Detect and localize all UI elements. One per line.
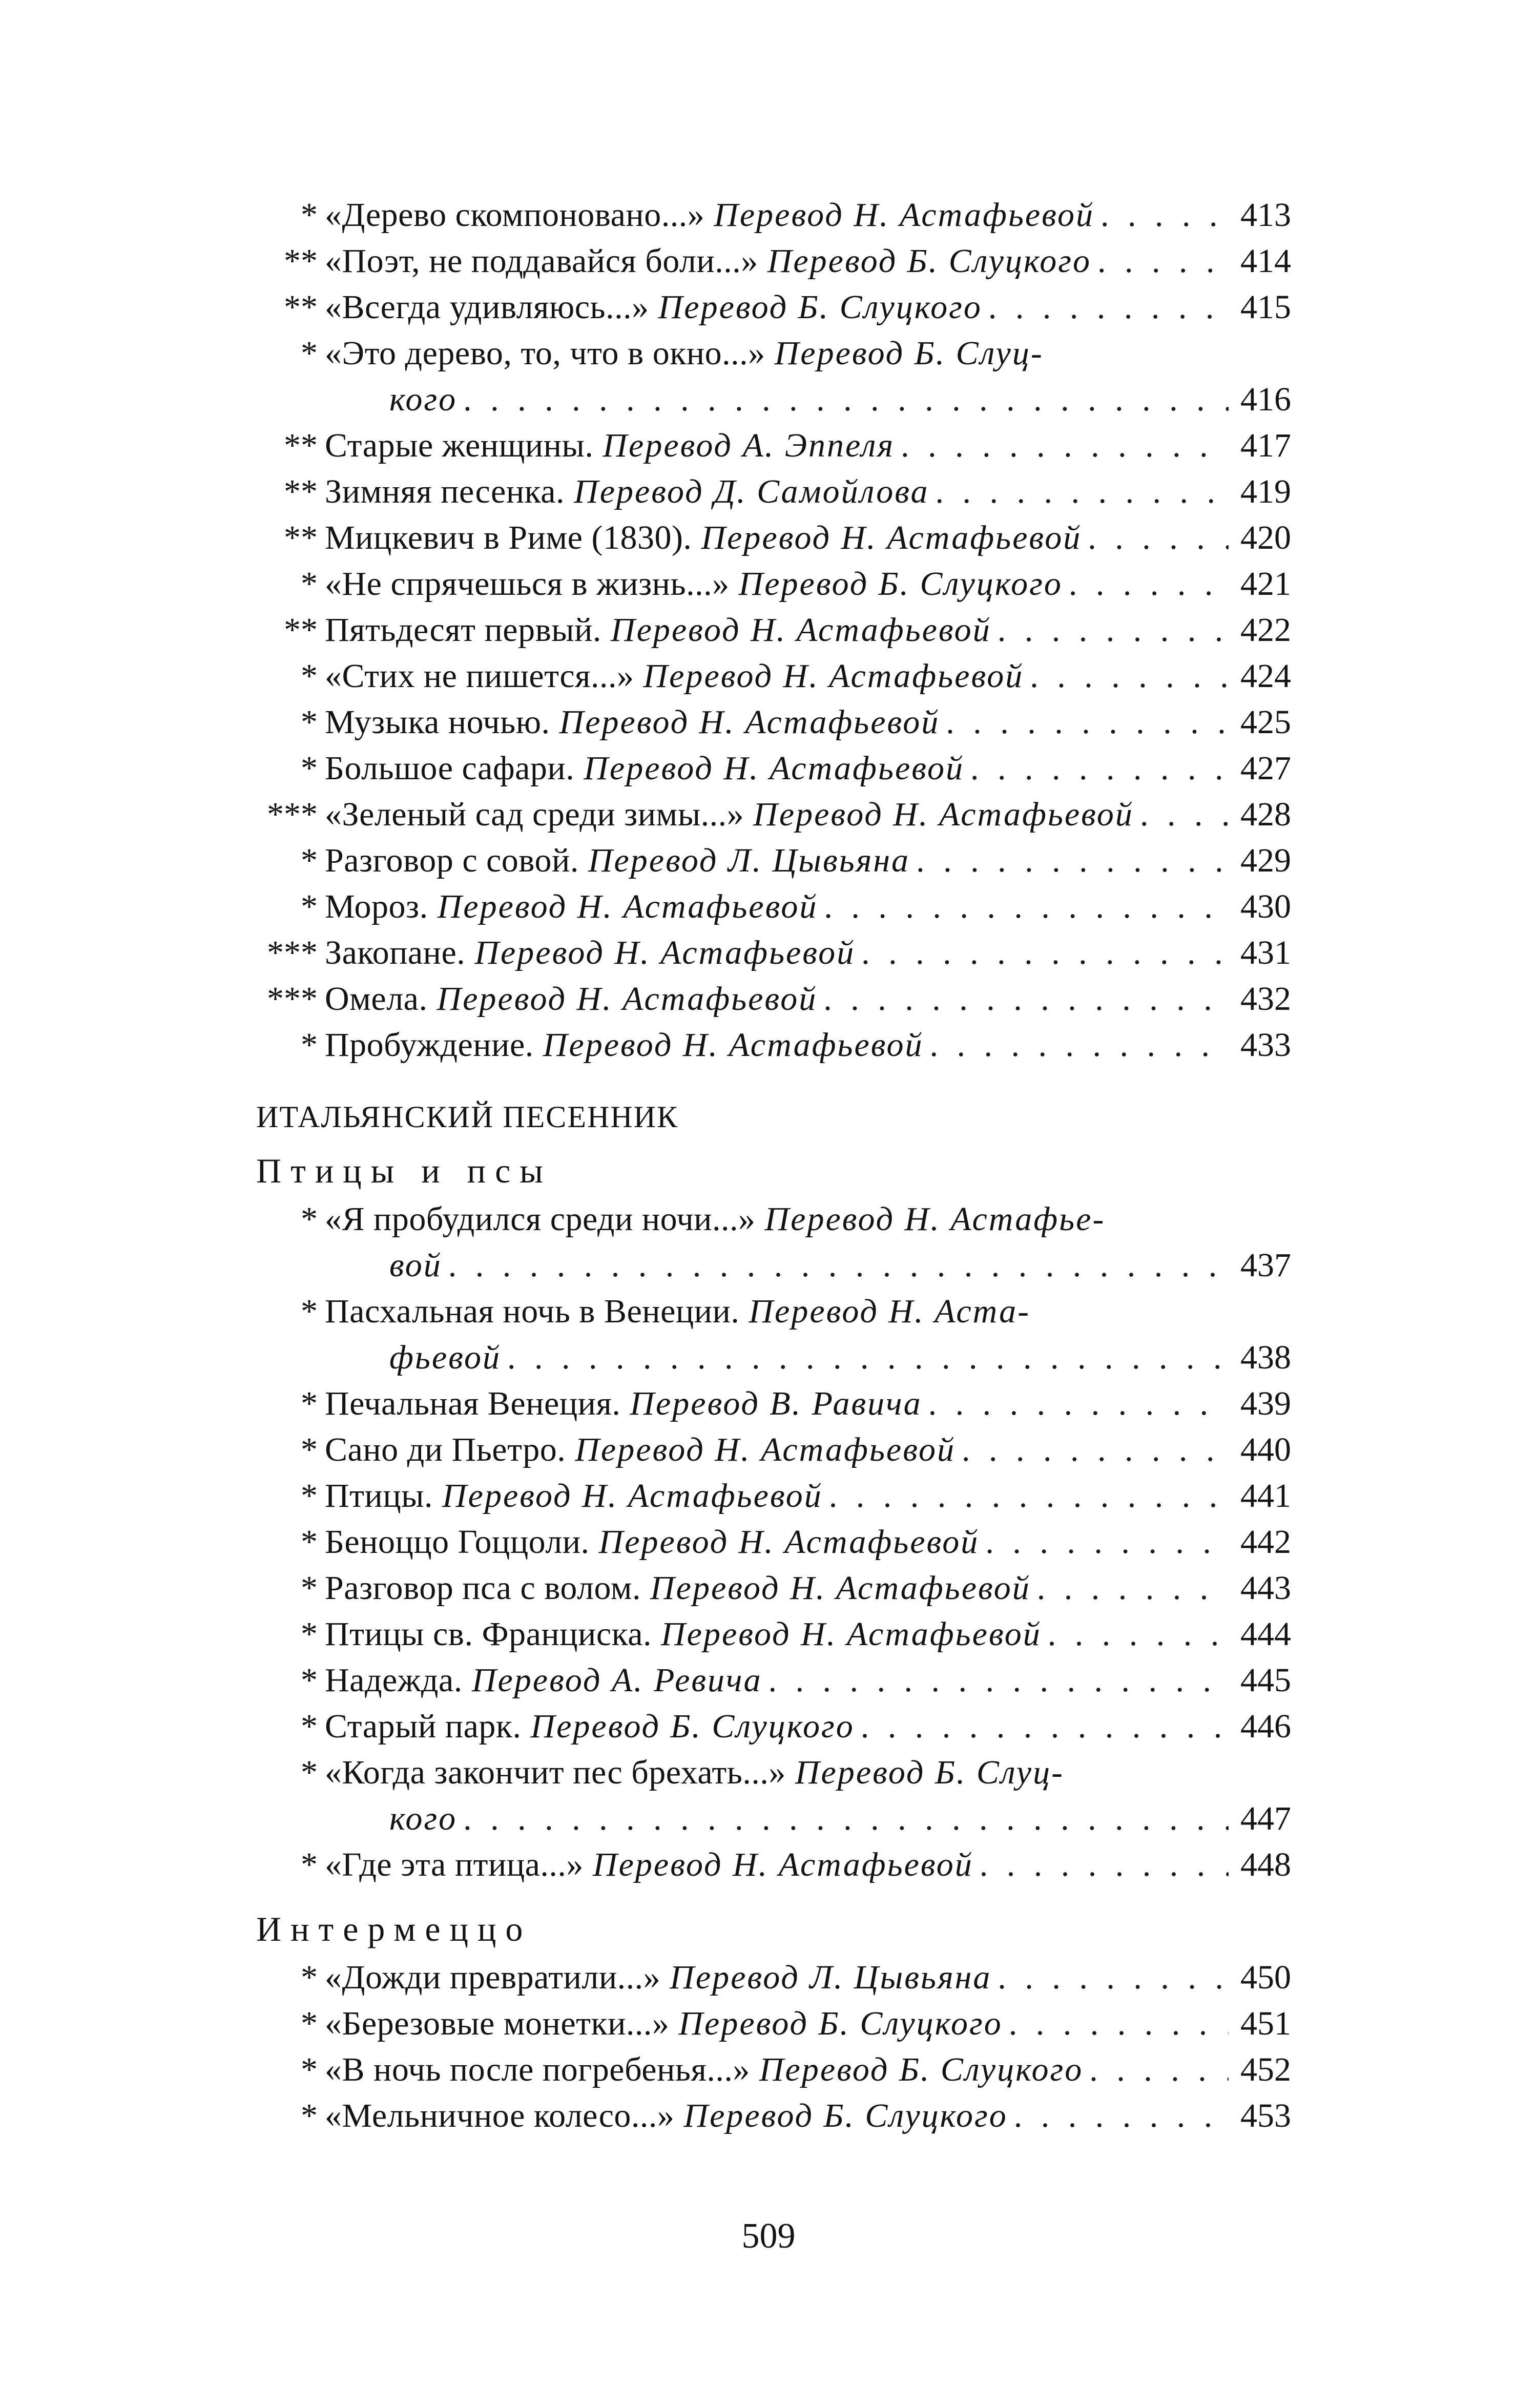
entry-translator: Перевод Л. Цывьяна — [588, 842, 910, 879]
asterisk-mark: * — [301, 1662, 318, 1699]
entry-page-number: 443 — [1240, 1569, 1291, 1607]
asterisk-mark: ** — [284, 519, 318, 556]
toc-entry-line — [256, 1519, 1291, 1565]
entry-page-number: 453 — [1240, 2097, 1291, 2134]
entry-translator: Перевод Д. Самойлова — [574, 473, 929, 510]
entry-page-number: 429 — [1240, 842, 1291, 879]
entry-translator: Перевод Б. Слуцкого — [759, 2051, 1084, 2088]
toc-entry — [256, 284, 1291, 330]
toc-entry — [256, 1611, 1291, 1657]
entry-translator-continued: вой — [389, 1247, 442, 1284]
entry-translator: Перевод Б. Слуцкого — [658, 288, 982, 326]
asterisk-mark: * — [301, 1385, 318, 1422]
toc-entry — [256, 561, 1291, 607]
entry-translator: Перевод Б. Слуц- — [795, 1754, 1065, 1791]
entry-page-number: 417 — [1240, 427, 1291, 464]
dot-leader — [463, 1796, 1229, 1842]
toc-entry-line — [256, 1750, 1291, 1796]
toc-entry — [256, 469, 1291, 515]
dot-leader — [1069, 561, 1229, 607]
toc-entry — [256, 1750, 1291, 1842]
entry-translator: Перевод Н. Астафьевой — [714, 196, 1094, 234]
entry-translator-continued: кого — [389, 381, 458, 418]
entry-title: «Не спрячешься в жизнь...» — [325, 565, 730, 603]
entry-translator: Перевод Б. Слуцкого — [683, 2097, 1008, 2134]
dot-leader — [916, 838, 1229, 884]
entry-page-number: 416 — [1240, 381, 1291, 418]
dot-leader — [1097, 238, 1229, 284]
entry-page-number: 445 — [1240, 1662, 1291, 1699]
asterisk-mark: * — [301, 1431, 318, 1468]
toc-entry — [256, 838, 1291, 884]
toc-entry-line — [256, 976, 1291, 1022]
toc-entry — [256, 884, 1291, 930]
toc-entry-line — [256, 1842, 1291, 1888]
toc-entry — [256, 1657, 1291, 1704]
entry-title: «Это дерево, то, что в окно...» — [325, 335, 765, 372]
entry-translator: Перевод Н. Астафьевой — [474, 934, 856, 971]
entry-title: Разговор с совой. — [325, 842, 579, 879]
toc-entry — [256, 653, 1291, 699]
asterisk-mark: ** — [284, 288, 318, 326]
dot-leader — [1088, 515, 1229, 561]
dot-leader — [988, 284, 1229, 330]
toc-entry-line — [256, 330, 1291, 377]
toc-entry-line — [256, 2001, 1291, 2047]
entry-translator-continued: фьевой — [389, 1339, 501, 1376]
toc-entry — [256, 1704, 1291, 1750]
dot-leader — [448, 1242, 1229, 1289]
entry-page-number: 422 — [1240, 611, 1291, 649]
asterisk-mark: * — [301, 1959, 318, 1996]
toc-entry-line — [256, 1022, 1291, 1068]
toc-entry-line — [256, 2047, 1291, 2093]
dot-leader — [1100, 192, 1229, 238]
subsection-heading: Интермеццо — [256, 1909, 532, 1948]
entry-title: Птицы. — [325, 1477, 433, 1514]
entry-translator: Перевод Н. Астафьевой — [559, 703, 940, 741]
toc-entry-line — [256, 930, 1291, 976]
entry-title: Закопане. — [325, 934, 466, 971]
toc-entry — [256, 1289, 1291, 1381]
toc-entry-line — [256, 838, 1291, 884]
toc-entry — [256, 745, 1291, 792]
toc-entry-line — [256, 884, 1291, 930]
dot-leader — [930, 1022, 1229, 1068]
entry-title: Большое сафари. — [325, 750, 575, 787]
toc-entry-line — [256, 1335, 1291, 1381]
toc-entry-line — [256, 699, 1291, 745]
asterisk-mark: * — [301, 1026, 318, 1064]
toc-entry — [256, 2093, 1291, 2139]
entry-title: Печальная Венеция. — [325, 1385, 621, 1422]
asterisk-mark: * — [301, 1846, 318, 1883]
toc-entry-line — [256, 1289, 1291, 1335]
toc-entry-line — [256, 561, 1291, 607]
entry-title: Разговор пса с волом. — [325, 1569, 641, 1607]
entry-page-number: 421 — [1240, 565, 1291, 603]
toc-part — [0, 1955, 1537, 2139]
entry-page-number: 450 — [1240, 1959, 1291, 1996]
toc-entry — [256, 1427, 1291, 1473]
dot-leader — [507, 1335, 1229, 1381]
entry-translator: Перевод Н. Астафьевой — [437, 888, 818, 925]
entry-title: Мороз. — [325, 888, 428, 925]
toc-entry-line — [256, 607, 1291, 653]
entry-translator: Перевод А. Ревича — [471, 1662, 762, 1699]
entry-translator: Перевод Н. Астафьевой — [442, 1477, 823, 1514]
entry-title: Зимняя песенка. — [325, 473, 565, 510]
toc-entry-line — [256, 284, 1291, 330]
toc-entry — [256, 1381, 1291, 1427]
page-number: 509 — [741, 2216, 796, 2256]
subsection-heading: Птицы и псы — [256, 1151, 552, 1190]
asterisk-mark: * — [301, 196, 318, 234]
toc-entry-line — [256, 1427, 1291, 1473]
entry-page-number: 440 — [1240, 1431, 1291, 1468]
toc-entry — [256, 792, 1291, 838]
entry-title: «В ночь после погребенья...» — [325, 2051, 750, 2088]
entry-title: Музыка ночью. — [325, 703, 550, 741]
entry-page-number: 433 — [1240, 1026, 1291, 1064]
section-heading: ИТАЛЬЯНСКИЙ ПЕСЕННИК — [256, 1100, 678, 1134]
toc-entry — [256, 238, 1291, 284]
dot-leader — [823, 976, 1229, 1022]
entry-translator: Перевод Н. Астафьевой — [584, 750, 965, 787]
dot-leader — [935, 469, 1229, 515]
toc-entry — [256, 1473, 1291, 1519]
dot-leader — [970, 745, 1229, 792]
toc-entry — [256, 1955, 1291, 2001]
asterisk-mark: ** — [284, 427, 318, 464]
entry-page-number: 414 — [1240, 242, 1291, 280]
entry-page-number: 431 — [1240, 934, 1291, 971]
entry-title: «Поэт, не поддавайся боли...» — [325, 242, 758, 280]
toc-entry-line — [256, 1955, 1291, 2001]
toc-entry-line — [256, 745, 1291, 792]
asterisk-mark: * — [301, 2097, 318, 2134]
toc-entry-line — [256, 469, 1291, 515]
dot-leader — [861, 930, 1229, 976]
entry-page-number: 430 — [1240, 888, 1291, 925]
entry-title: «Зеленый сад среди зимы...» — [325, 796, 744, 833]
dot-leader — [962, 1427, 1229, 1473]
toc-entry-line — [256, 423, 1291, 469]
entry-page-number: 442 — [1240, 1523, 1291, 1561]
asterisk-mark: *** — [267, 796, 318, 833]
toc-entry — [256, 1565, 1291, 1611]
toc-entry-line — [256, 1381, 1291, 1427]
entry-translator: Перевод Н. Астафьевой — [592, 1846, 973, 1883]
entry-title: «Всегда удивляюсь...» — [325, 288, 649, 326]
entry-title: Надежда. — [325, 1662, 463, 1699]
entry-translator: Перевод Б. Слуцкого — [738, 565, 1063, 603]
entry-translator: Перевод В. Равича — [630, 1385, 922, 1422]
entry-title: Птицы св. Франциска. — [325, 1615, 652, 1653]
asterisk-mark: * — [301, 335, 318, 372]
entry-title: «Дожди превратили...» — [325, 1959, 661, 1996]
entry-page-number: 451 — [1240, 2005, 1291, 2042]
entry-translator: Перевод А. Эппеля — [603, 427, 895, 464]
asterisk-mark: * — [301, 842, 318, 879]
entry-page-number: 447 — [1240, 1800, 1291, 1837]
toc-entry-line — [256, 377, 1291, 423]
entry-title: Старые женщины. — [325, 427, 594, 464]
dot-leader — [985, 1519, 1229, 1565]
entry-translator-continued: кого — [389, 1800, 458, 1837]
entry-page-number: 427 — [1240, 750, 1291, 787]
entry-page-number: 424 — [1240, 657, 1291, 695]
entry-title: «Когда закончит пес брехать...» — [325, 1754, 786, 1791]
entry-title: «Березовые монетки...» — [325, 2005, 670, 2042]
asterisk-mark: ** — [284, 611, 318, 649]
dot-leader — [901, 423, 1229, 469]
entry-page-number: 438 — [1240, 1339, 1291, 1376]
entry-translator: Перевод Н. Астафьевой — [610, 611, 991, 649]
toc-entry — [256, 2001, 1291, 2047]
entry-title: Омела. — [325, 980, 428, 1018]
toc-entry — [256, 607, 1291, 653]
toc-group — [0, 192, 1537, 1068]
toc-entry — [256, 1842, 1291, 1888]
dot-leader — [980, 1842, 1229, 1888]
toc-entry — [256, 1196, 1291, 1289]
asterisk-mark: * — [301, 1569, 318, 1607]
toc-entry-line — [256, 1242, 1291, 1289]
toc-entry-line — [256, 1196, 1291, 1242]
asterisk-mark: ** — [284, 242, 318, 280]
entry-translator: Перевод Н. Астафьевой — [575, 1431, 956, 1468]
dot-leader — [1140, 792, 1229, 838]
toc-entry-line — [256, 515, 1291, 561]
asterisk-mark: ** — [284, 473, 318, 510]
dot-leader — [861, 1704, 1229, 1750]
entry-title: Сано ди Пьетро. — [325, 1431, 566, 1468]
entry-title: Пятьдесят первый. — [325, 611, 601, 649]
dot-leader — [998, 1955, 1229, 2001]
entry-translator: Перевод Л. Цывьяна — [670, 1959, 992, 1996]
asterisk-mark: * — [301, 1477, 318, 1514]
toc-entry — [256, 192, 1291, 238]
toc-entry-line — [256, 2093, 1291, 2139]
table-of-contents — [0, 192, 1537, 2139]
entry-title: Старый парк. — [325, 1708, 522, 1745]
entry-translator: Перевод Б. Слуц- — [774, 335, 1044, 372]
toc-entry — [256, 1022, 1291, 1068]
dot-leader — [1030, 653, 1229, 699]
toc-entry — [256, 515, 1291, 561]
toc-entry-line — [256, 1565, 1291, 1611]
asterisk-mark: * — [301, 703, 318, 741]
entry-title: «Стих не пишется...» — [325, 657, 634, 695]
asterisk-mark: * — [301, 1523, 318, 1561]
toc-entry — [256, 1519, 1291, 1565]
asterisk-mark: * — [301, 2005, 318, 2042]
entry-title: «Я пробудился среди ночи...» — [325, 1200, 756, 1238]
dot-leader — [768, 1657, 1229, 1704]
toc-entry-line — [256, 792, 1291, 838]
dot-leader — [928, 1381, 1229, 1427]
entry-translator: Перевод Н. Аста- — [749, 1293, 1031, 1330]
toc-part — [0, 1196, 1537, 1888]
entry-page-number: 446 — [1240, 1708, 1291, 1745]
dot-leader — [998, 607, 1229, 653]
toc-entry-line — [256, 653, 1291, 699]
entry-page-number: 444 — [1240, 1615, 1291, 1653]
entry-page-number: 448 — [1240, 1846, 1291, 1883]
toc-entry-line — [256, 1704, 1291, 1750]
dot-leader — [1089, 2047, 1229, 2093]
entry-title: Мицкевич в Риме (1830). — [325, 519, 692, 556]
toc-entry — [256, 330, 1291, 423]
entry-translator: Перевод Б. Слуцкого — [767, 242, 1091, 280]
toc-entry-line — [256, 1611, 1291, 1657]
entry-translator: Перевод Н. Астафьевой — [598, 1523, 980, 1561]
entry-translator: Перевод Н. Астафьевой — [701, 519, 1082, 556]
toc-entry-line — [256, 1796, 1291, 1842]
asterisk-mark: * — [301, 1708, 318, 1745]
dot-leader — [1037, 1565, 1229, 1611]
entry-page-number: 415 — [1240, 288, 1291, 326]
dot-leader — [946, 699, 1229, 745]
entry-title: «Где эта птица...» — [325, 1846, 584, 1883]
entry-page-number: 441 — [1240, 1477, 1291, 1514]
toc-entry — [256, 2047, 1291, 2093]
toc-entry-line — [256, 1473, 1291, 1519]
entry-page-number: 437 — [1240, 1247, 1291, 1284]
asterisk-mark: * — [301, 657, 318, 695]
dot-leader — [829, 1473, 1229, 1519]
entry-page-number: 413 — [1240, 196, 1291, 234]
entry-translator: Перевод Н. Астафьевой — [437, 980, 818, 1018]
entry-title: Пробуждение. — [325, 1026, 534, 1064]
asterisk-mark: * — [301, 2051, 318, 2088]
entry-title: «Дерево скомпоновано...» — [325, 196, 705, 234]
toc-entry — [256, 699, 1291, 745]
entry-title: Беноццо Гоццоли. — [325, 1523, 590, 1561]
entry-page-number: 419 — [1240, 473, 1291, 510]
asterisk-mark: * — [301, 1615, 318, 1653]
toc-entry — [256, 423, 1291, 469]
dot-leader — [1009, 2001, 1229, 2047]
entry-page-number: 432 — [1240, 980, 1291, 1018]
dot-leader — [463, 377, 1229, 423]
asterisk-mark: * — [301, 1200, 318, 1238]
entry-page-number: 420 — [1240, 519, 1291, 556]
entry-translator: Перевод Б. Слуцкого — [530, 1708, 855, 1745]
entry-title: «Мельничное колесо...» — [325, 2097, 675, 2134]
dot-leader — [1014, 2093, 1229, 2139]
entry-page-number: 428 — [1240, 796, 1291, 833]
toc-entry-line — [256, 238, 1291, 284]
asterisk-mark: * — [301, 1754, 318, 1791]
toc-entry — [256, 976, 1291, 1022]
asterisk-mark: * — [301, 565, 318, 603]
dot-leader — [1048, 1611, 1229, 1657]
entry-translator: Перевод Н. Астафьевой — [643, 657, 1024, 695]
asterisk-mark: * — [301, 1293, 318, 1330]
entry-translator: Перевод Н. Астафьевой — [661, 1615, 1042, 1653]
asterisk-mark: * — [301, 750, 318, 787]
entry-translator: Перевод Н. Астафье- — [764, 1200, 1106, 1238]
toc-entry-line — [256, 192, 1291, 238]
entry-page-number: 425 — [1240, 703, 1291, 741]
asterisk-mark: *** — [267, 980, 318, 1018]
asterisk-mark: *** — [267, 934, 318, 971]
entry-translator: Перевод Н. Астафьевой — [650, 1569, 1031, 1607]
entry-translator: Перевод Б. Слуцкого — [678, 2005, 1003, 2042]
entry-page-number: 439 — [1240, 1385, 1291, 1422]
toc-entry-line — [256, 1657, 1291, 1704]
entry-translator: Перевод Н. Астафьевой — [543, 1026, 924, 1064]
asterisk-mark: * — [301, 888, 318, 925]
entry-page-number: 452 — [1240, 2051, 1291, 2088]
toc-entry — [256, 930, 1291, 976]
entry-title: Пасхальная ночь в Венеции. — [325, 1293, 740, 1330]
entry-translator: Перевод Н. Астафьевой — [753, 796, 1134, 833]
dot-leader — [824, 884, 1229, 930]
